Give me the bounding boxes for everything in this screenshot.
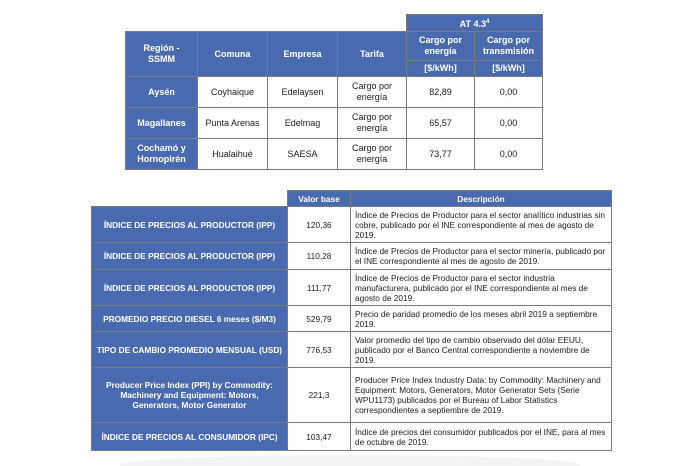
tarifa-cell: Cargo por energía	[338, 139, 407, 170]
unit-transmision: [$/kWh]	[475, 61, 543, 77]
header-empresa: Empresa	[268, 32, 338, 77]
header-cargo-transmision: Cargo por transmisión	[475, 32, 543, 61]
header-cargo-energia: Cargo por energía	[407, 32, 475, 61]
value-cell: 776,53	[288, 332, 351, 368]
comuna-cell: Coyhaique	[198, 77, 268, 108]
header-comuna: Comuna	[198, 32, 268, 77]
empresa-cell: Edelaysen	[268, 77, 338, 108]
empty-corner	[126, 15, 407, 32]
table-row	[92, 207, 612, 243]
table-row	[92, 368, 612, 423]
tarifa-cell: Cargo por energía	[338, 108, 407, 139]
description-cell: Precio de paridad promedio de los meses abril 2019 a septiembre 2019.	[351, 306, 612, 332]
value-cell: 529,79	[288, 306, 351, 332]
index-name-cell: TIPO DE CAMBIO PROMEDIO MENSUAL (USD)	[92, 332, 288, 368]
table-row	[92, 423, 612, 451]
watermark-shape	[120, 455, 580, 466]
value-cell: 103,47	[288, 423, 351, 451]
table-row	[92, 306, 612, 332]
region-cell: Magallanes	[126, 108, 198, 139]
header-tarifa: Tarifa	[338, 32, 407, 77]
energia-cell: 65,57	[407, 108, 475, 139]
tarifa-table	[125, 14, 543, 170]
comuna-cell: Hualaihué	[198, 139, 268, 170]
description-cell: Índice de precios del consumidor publicados por el INE, para al mes de octubre de 2019.	[351, 423, 612, 451]
table-row	[126, 139, 543, 170]
table-row	[126, 108, 543, 139]
index-name-cell: PROMEDIO PRECIO DIESEL 6 meses ($/M3)	[92, 306, 288, 332]
transmision-cell: 0,00	[475, 108, 543, 139]
unit-energia: [$/kWh]	[407, 61, 475, 77]
table-row	[92, 270, 612, 306]
region-cell: Cochamó y Hornopirén	[126, 139, 198, 170]
index-name-cell: ÍNDICE DE PRECIOS AL PRODUCTOR (IPP)	[92, 243, 288, 270]
energia-cell: 73,77	[407, 139, 475, 170]
index-name-cell: ÍNDICE DE PRECIOS AL PRODUCTOR (IPP)	[92, 207, 288, 243]
comuna-cell: Punta Arenas	[198, 108, 268, 139]
value-cell: 221,3	[288, 368, 351, 423]
header-region: Región - SSMM	[126, 32, 198, 77]
table-row	[126, 77, 543, 108]
empty-corner	[92, 191, 288, 207]
description-cell: Índice de Precios de Productor para el sector minería, publicado por el INE correspondiente al mes de agosto de 2019.	[351, 243, 612, 270]
tarifa-cell: Cargo por energía	[338, 77, 407, 108]
value-cell: 110,28	[288, 243, 351, 270]
empresa-cell: Edelmag	[268, 108, 338, 139]
header-valor-base: Valor base	[288, 191, 351, 207]
description-cell: Índice de Precios de Productor para el sector industria manufacturera, publicado por el INE correspondiente al mes de agosto de 2019.	[351, 270, 612, 306]
empresa-cell: SAESA	[268, 139, 338, 170]
value-cell: 120,36	[288, 207, 351, 243]
index-name-cell: ÍNDICE DE PRECIOS AL PRODUCTOR (IPP)	[92, 270, 288, 306]
table-row	[92, 332, 612, 368]
header-descripcion: Descripción	[351, 191, 612, 207]
energia-cell: 82,89	[407, 77, 475, 108]
description-cell: Índice de Precios de Productor para el sector analítico industrias sin cobre, publicado por el INE correspondiente al mes de agosto de 2019.	[351, 207, 612, 243]
index-name-cell: ÍNDICE DE PRECIOS AL CONSUMIDOR (IPC)	[92, 423, 288, 451]
transmision-cell: 0,00	[475, 77, 543, 108]
region-cell: Aysén	[126, 77, 198, 108]
indices-table	[91, 190, 612, 451]
group-header: AT $4.3^4$	[407, 15, 543, 32]
index-name-cell: Producer Price Index (PPI) by Commodity: Machinery and Equipment: Motors, Generators, Motor Generator	[92, 368, 288, 423]
transmision-cell: 0,00	[475, 139, 543, 170]
table-row	[92, 243, 612, 270]
description-cell: Producer Price Index Industry Data: by Commodity: Machinery and Equipment: Motors, Generators, Motor Generator Sets (Serie WPU1173) publicados por el Bureau of Labor Statistics correspondientes a septiembre de 2019.	[351, 368, 612, 423]
description-cell: Valor promedio del tipo de cambio observado del dólar EEUU, publicado por el Banco Central correspondiente a noviembre de 2019.	[351, 332, 612, 368]
value-cell: 111,77	[288, 270, 351, 306]
